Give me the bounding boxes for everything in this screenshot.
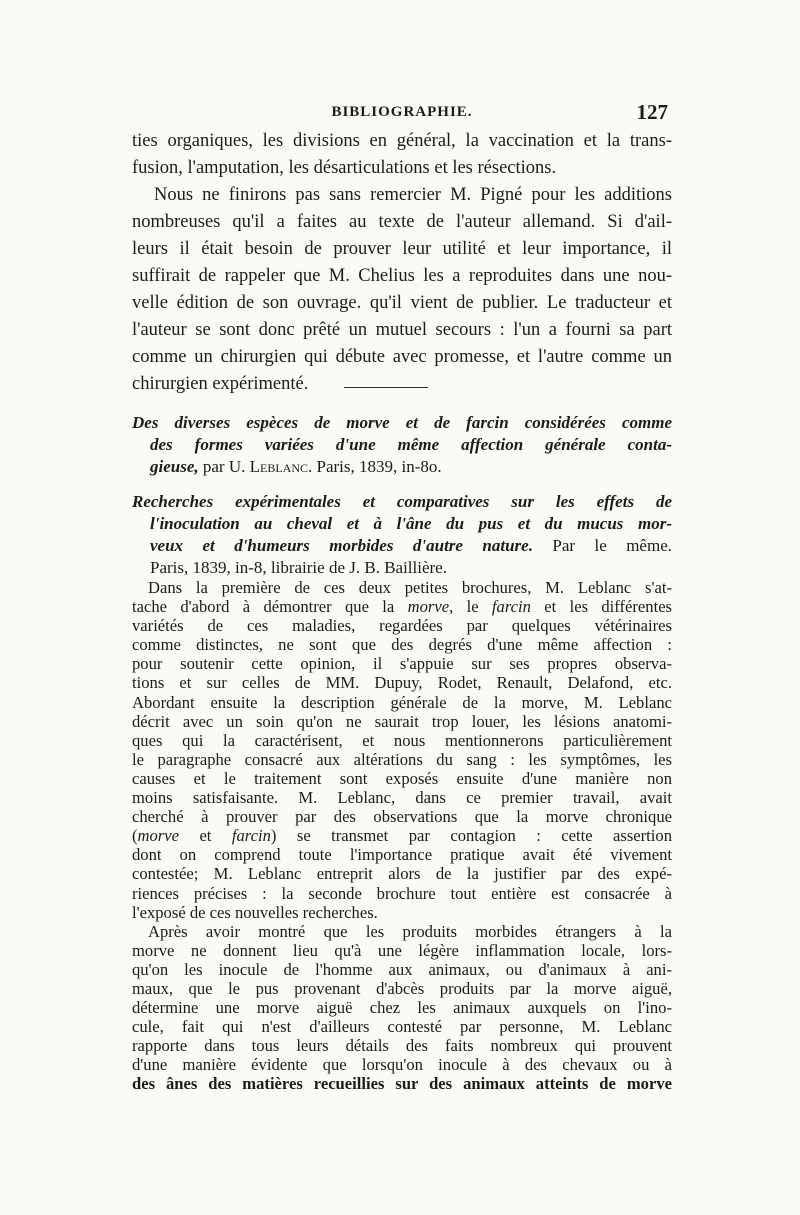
text-line: comme un chirurgien qui débute avec promesse, et l'autre comme un (132, 347, 672, 367)
emphasis-text: morve (137, 826, 179, 846)
text-line: qu'on les inocule de l'homme aux animaux, ou d'animaux à ani- (132, 959, 672, 979)
text-line: chirurgien expérimenté. (132, 374, 309, 394)
text-line: causes et le traitement sont exposés ensuite d'une manière non (132, 768, 672, 788)
reference-text: Par le même. (532, 536, 672, 555)
text-line: Abordant ensuite la description générale de la morve, M. Leblanc (132, 692, 672, 712)
text-line: rapporte dans tous leurs détails des faits nombreux qui prouvent (132, 1036, 672, 1056)
text-run: tache d'abord à démontrer que la (132, 597, 408, 617)
text-line: Après avoir montré que les produits morbides étrangers à la (148, 921, 672, 941)
text-line: Dans la première de ces deux petites brochures, M. Leblanc s'at- (148, 578, 672, 597)
text-line: cule, fait qui n'est d'ailleurs contesté par personne, M. Leblanc (132, 1017, 672, 1037)
text-line: d'une manière évidente que lorsqu'on inocule à des chevaux ou à (132, 1055, 672, 1075)
text-line: riences précises : la seconde brochure tout entière est consacrée à (132, 883, 672, 903)
title-text: des formes variées d'une même affection générale conta- (150, 435, 672, 454)
title-text: Recherches expérimentales et comparatives sur les effets de (132, 492, 672, 511)
emphasis-text: farcin (231, 826, 271, 846)
text-line: moins satisfaisante. M. Leblanc, dans ce premier travail, avait (132, 788, 672, 808)
bibliographic-reference-1 (132, 412, 672, 478)
text-run: et (179, 826, 232, 846)
text-line: ties organiques, les divisions en général, la vaccination et la trans- (132, 131, 672, 151)
text-run: et les différentes (530, 597, 673, 617)
text-line: décrit avec un soin qu'on ne saurait trop louer, les lésions anatomi- (132, 711, 672, 731)
text-run: ( (132, 826, 138, 846)
title-text: Des diverses espèces de morve et de farcin considérées comme (132, 413, 672, 432)
text-line: Paris, 1839, in-8, librairie de J. B. Baillière. (150, 558, 447, 577)
text-line: détermine une morve aiguë chez les animaux auxquels on l'ino- (132, 998, 672, 1018)
title-text: l'inoculation au cheval et à l'âne du pus et du mucus mor- (150, 514, 672, 533)
text-run: ) se transmet par contagion : cette assertion (270, 826, 672, 846)
text-line: des ânes des matières recueillies sur des animaux atteints de morve (132, 1074, 672, 1094)
text-line: suffirait de rappeler que M. Chelius les a reproduites dans une nou- (132, 266, 672, 286)
text-line: tions et sur celles de MM. Dupuy, Rodet, Renault, Delafond, etc. (132, 673, 672, 693)
page-header (132, 100, 672, 128)
emphasis-text: morve (407, 597, 450, 617)
text-line: cherché à prouver par des observations que la morve chronique (132, 807, 672, 827)
text-line: nombreuses qu'il a faites au texte de l'auteur allemand. Si d'ail- (132, 212, 672, 232)
paragraph-closing-review (132, 128, 672, 398)
page-number: 127 (636, 100, 668, 124)
reference-text: . Paris, 1839, in-8o. (308, 457, 442, 476)
text-line (132, 535, 672, 557)
text-line: l'exposé de ces nouvelles recherches. (132, 902, 378, 922)
text-line: dont on comprend toute l'importance pratique avait été vivement (132, 845, 672, 865)
text-line: Nous ne finirons pas sans remercier M. Pigné pour les additions (154, 185, 672, 205)
text-line: maux, que le pus provenant d'abcès produits par la morve aiguë, (132, 978, 672, 998)
text-line (132, 826, 672, 845)
text-line: ques qui la caractérisent, et nous mentionnerons particulièrement (132, 730, 672, 750)
text-line: leurs il était besoin de prouver leur utilité et leur importance, il (132, 239, 672, 259)
bibliographic-reference-2 (132, 491, 672, 579)
text-line (132, 597, 672, 616)
text-line: l'auteur se sont donc prêté un mutuel secours : l'un a fourni sa part (132, 320, 672, 340)
text-line: variétés de ces maladies, regardées par quelques vétérinaires (132, 616, 672, 636)
text-line: morve ne donnent lieu qu'à une légère inflammation locale, lors- (132, 940, 672, 960)
author-name: Leblanc (249, 457, 309, 476)
paragraph-review-body (132, 578, 672, 1094)
text-line (132, 412, 672, 434)
running-title: BIBLIOGRAPHIE. (331, 104, 473, 120)
text-line: le paragraphe consacré aux altérations du sang : les symptômes, les (132, 749, 672, 769)
text-line: pour soutenir cette opinion, il s'appuie sur ses propres observa- (132, 654, 672, 674)
text-line: comme distinctes, ne sont que des degrés d'une même affection : (132, 635, 672, 655)
text-line: velle édition de son ouvrage. qu'il vient de publier. Le traducteur et (132, 293, 672, 313)
text-run: , le (449, 597, 492, 617)
text-line: fusion, l'amputation, les désarticulations et les résections. (132, 158, 557, 178)
text-line (132, 456, 672, 478)
section-divider (344, 387, 428, 388)
text-line: contestée; M. Leblanc entreprit alors de la justifier par des expé- (132, 864, 672, 884)
reference-text: par U. (198, 457, 250, 476)
title-text: veux et d'humeurs morbides d'autre nature. (150, 536, 533, 555)
title-text: gieuse, (150, 457, 199, 476)
text-line (132, 513, 672, 535)
text-line (132, 491, 672, 513)
emphasis-text: farcin (491, 597, 531, 617)
text-line (132, 434, 672, 456)
